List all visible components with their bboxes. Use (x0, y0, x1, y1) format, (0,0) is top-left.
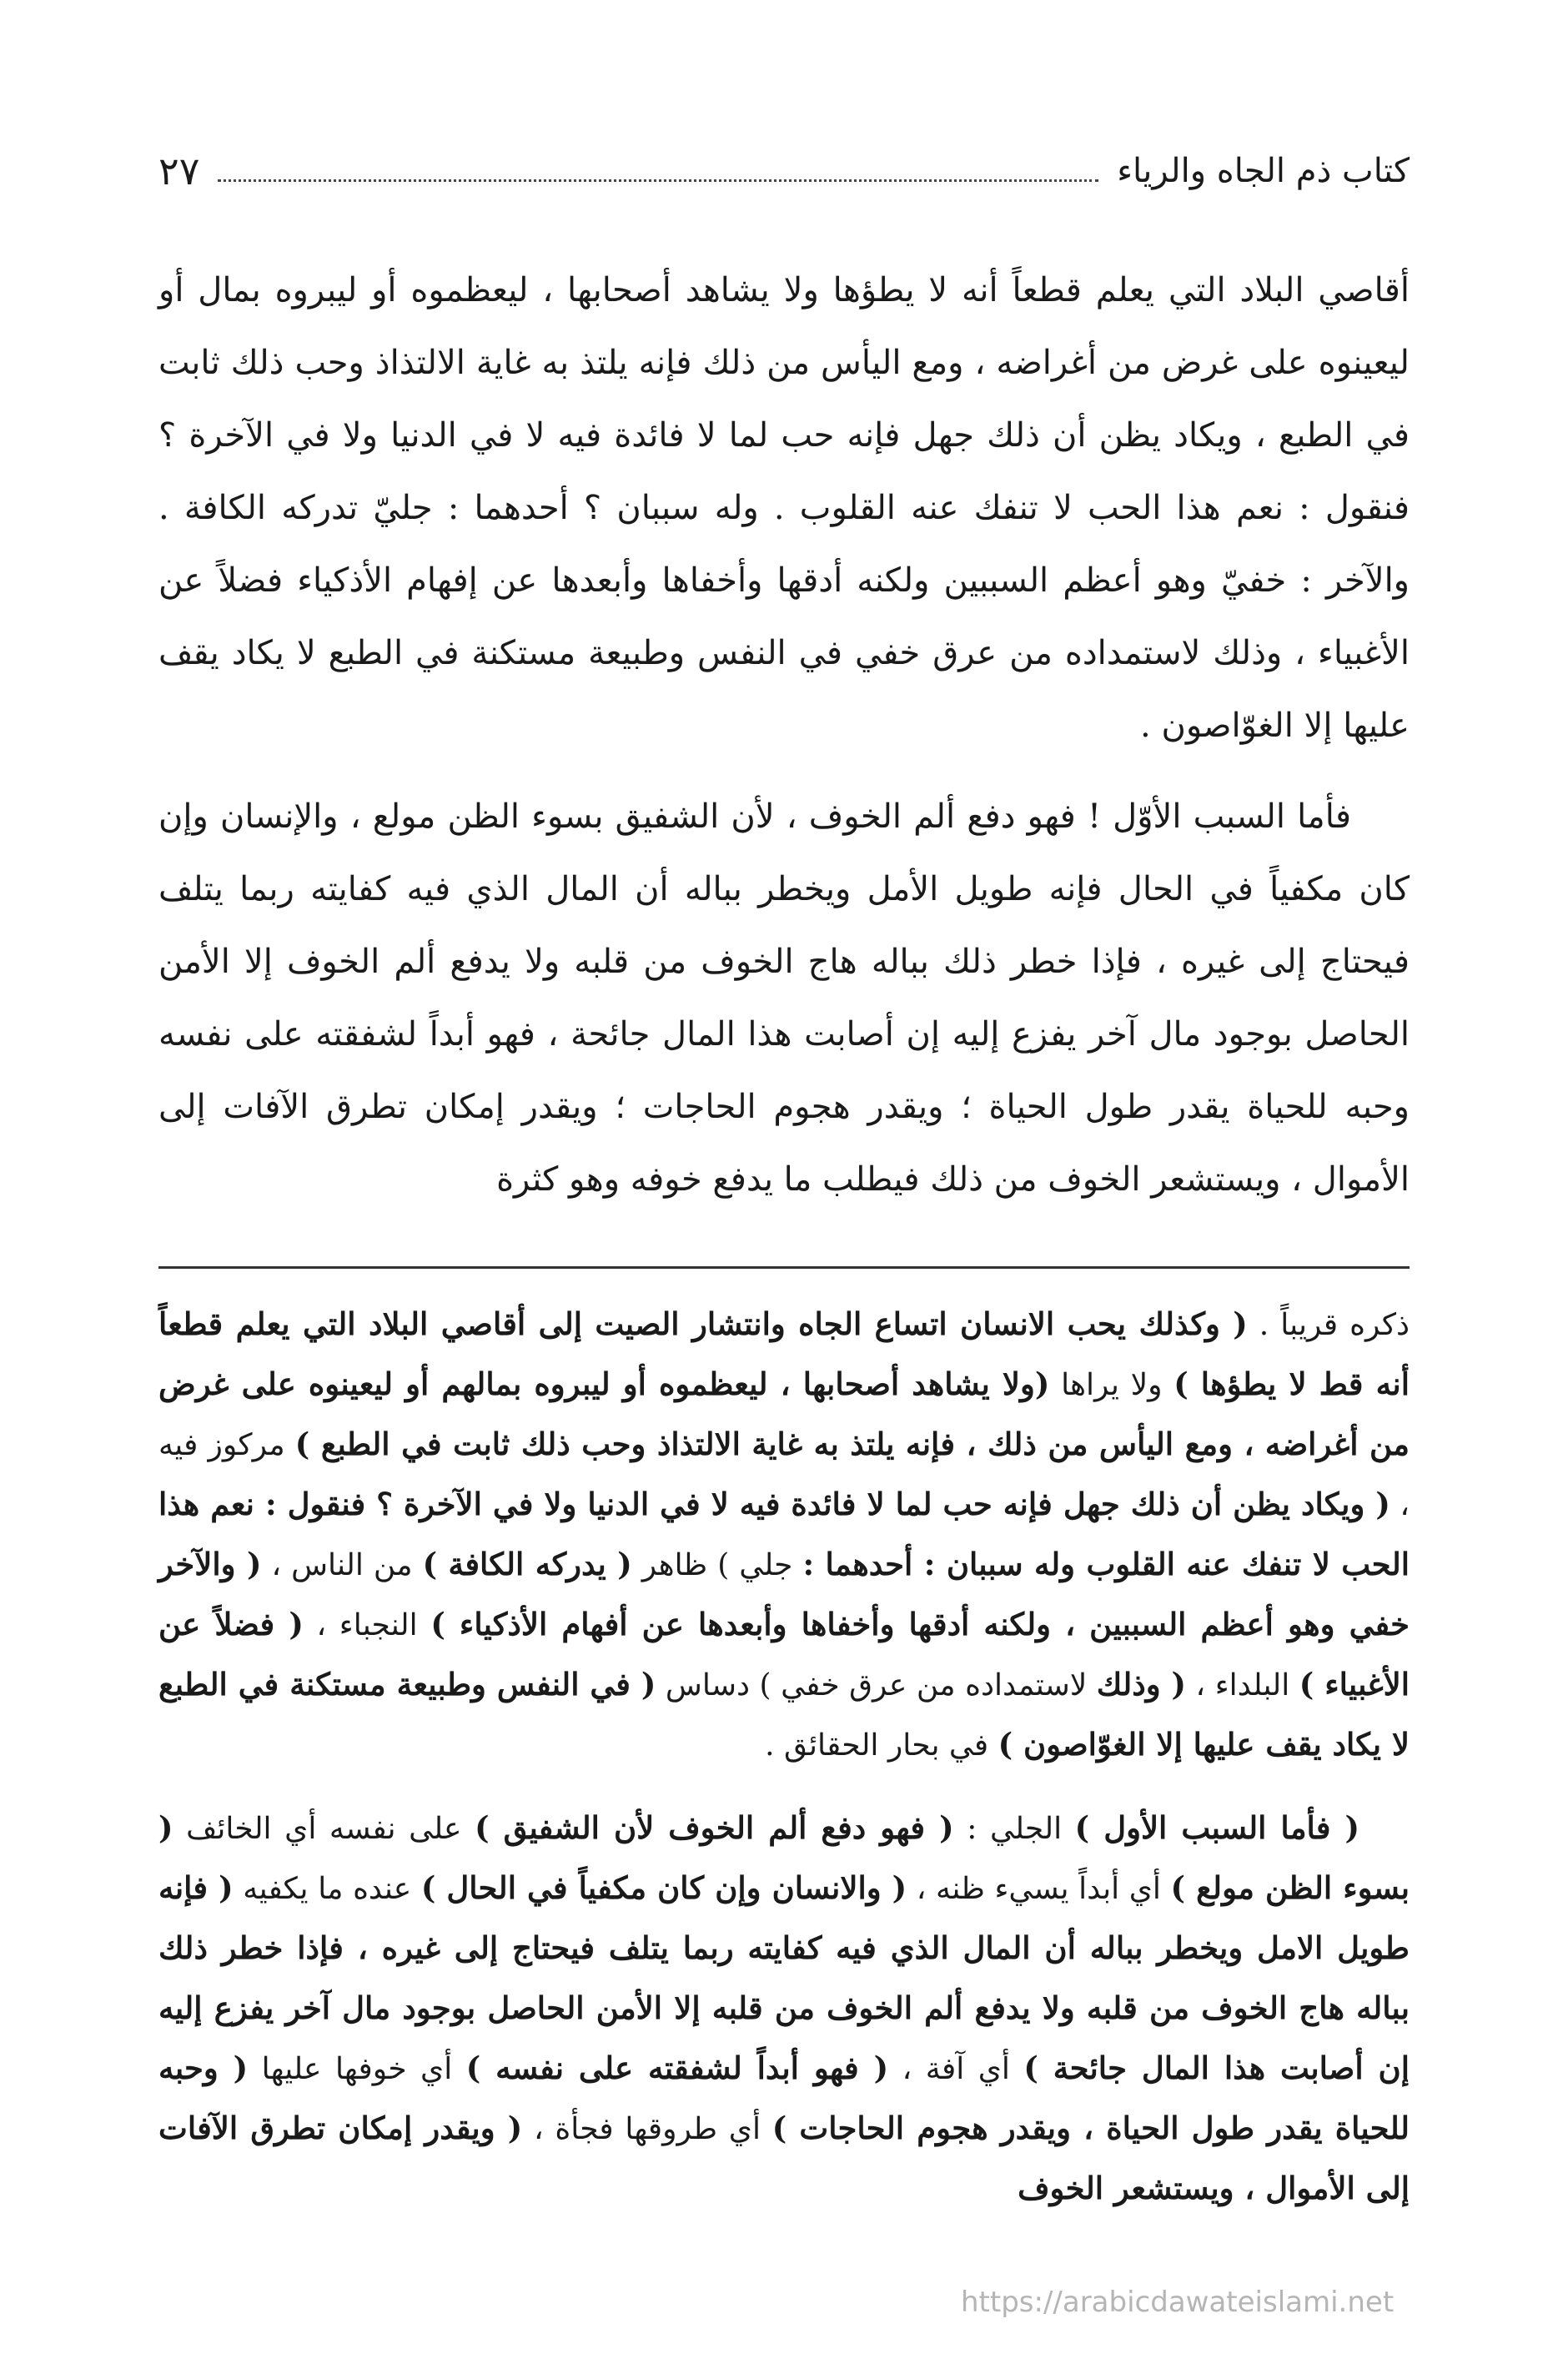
header-dotted-leader (218, 161, 1098, 182)
quoted-text-run: ( والانسان وإن كان مكفياً في الحال ) (420, 1869, 907, 1906)
main-text (158, 254, 1410, 1216)
quoted-text-run: ( فأما السبب الأول ) (1074, 1809, 1360, 1846)
commentary-text-run: أي خوفها عليها (248, 2052, 466, 2086)
quoted-text-run: ( فضلاً عن الأغبياء ) (158, 1606, 1410, 1703)
quoted-text-run: ( ويكاد يظن أن ذلك جهل فإنه حب لما لا فائدة فيه لا في الدنيا ولا في الآخرة ؟ فنقول : نعم هذا الحب لا تنفك عنه القلوب وله سببان : أحدهما : (158, 1486, 1410, 1582)
main-paragraph-1: أقاصي البلاد التي يعلم قطعاً أنه لا يطؤها ولا يشاهد أصحابها ، ليعظموه أو ليبروه بمال أو ليعينوه على غرض من أغراضه ، ومع اليأس من ذلك فإنه يلتذ به غاية الالتذاذ وحب ذلك ثابت في الطبع ، ويكاد يظن أن ذلك جهل فإنه حب لما لا فائدة فيه لا في الدنيا ولا في الآخرة ؟ فنقول : نعم هذا الحب لا تنفك عنه القلوب . وله سببان ؟ أحدهما : جليّ تدركه الكافة . والآخر : خفيّ وهو أعظم السببين ولكنه أدقها وأخفاها وأبعدها عن إفهام الأذكياء فضلاً عن الأغبياء ، وذلك لاستمداده من عرق خفي في النفس وطبيعة مستكنة في الطبع لا يكاد يقف عليها إلا الغوّاصون . (158, 271, 1410, 745)
quoted-text-run: (ولا يشاهد أصحابها ، ليعظموه أو ليبروه بمالهم أو ليعينوه على غرض من أغراضه ، ومع اليأس من ذلك ، فإنه يلتذ به غاية الالتذاذ وحب ذلك ثابت في الطبع ) (158, 1366, 1410, 1462)
commentary-paragraph-2 (158, 1798, 1410, 2219)
quoted-text-run: ( والآخر خفي وهو أعظم السببين ، ولكنه أدقها وأخفاها وأبعدها عن أفهام الأذكياء ) (158, 1546, 1410, 1642)
quoted-text-run: ( وذلك (1096, 1666, 1187, 1703)
quoted-text-run: ( فإنه طويل الامل ويخطر بباله أن المال الذي فيه كفايته ربما يتلف فيحتاج إلى غيره ، فإذا خطر ذلك بباله هاج الخوف من قلبه ولا يدفع ألم الخوف من قلبه إلا الأمن الحاصل بوجود مال آخر يفزع إليه إن أصابت هذا المال جائحة ) (158, 1869, 1410, 2086)
commentary-text-run: لاستمداده من عرق خفي ) دساس (656, 1668, 1097, 1703)
quoted-text-run: ( فهو أبداً لشفقته على نفسه ) (465, 2050, 889, 2086)
commentary-paragraph-1 (158, 1295, 1410, 1775)
quoted-text-run: ( ويقدر إمكان تطرق الآفات إلى الأموال ، ويستشعر الخوف (158, 2110, 1410, 2206)
running-title: كتاب ذم الجاه والرياء (1117, 152, 1410, 190)
main-paragraph-2: فأما السبب الأوّل ! فهو دفع ألم الخوف ، لأن الشفيق بسوء الظن مولع ، والإنسان وإن كان مكفياً في الحال فإنه طويل الأمل ويخطر بباله أن المال الذي فيه كفايته ربما يتلف فيحتاج إلى غيره ، فإذا خطر ذلك بباله هاج الخوف من قلبه ولا يدفع ألم الخوف إلا الأمن الحاصل بوجود مال آخر يفزع إليه إن أصابت هذا المال جائحة ، فهو أبداً لشفقته على نفسه وحبه للحياة يقدر طول الحياة ؛ ويقدر هجوم الحاجات ؛ ويقدر إمكان تطرق الآفات إلى الأموال ، ويستشعر الخوف من ذلك فيطلب ما يدفع خوفه وهو كثرة (158, 797, 1410, 1199)
page-header (158, 146, 1410, 196)
commentary-text-run: أي آفة ، (888, 2052, 1024, 2086)
quoted-text-run: ( يدركه الكافة ) (422, 1546, 632, 1582)
commentary-text-run: ولا يراها (1049, 1368, 1174, 1402)
commentary-text-run: مركوز فيه ، (158, 1428, 1410, 1522)
commentary-text-run: البلداء ، (1186, 1668, 1299, 1703)
commentary-text-run: عنده ما يكفيه (233, 1872, 421, 1906)
commentary-text-run: أي طروقها فجأة ، (522, 2112, 772, 2146)
commentary-text-run: على نفسه أي الخائف (173, 1812, 475, 1846)
commentary-text-run: الجلي : (953, 1812, 1075, 1846)
page-number: ٢٧ (158, 148, 200, 194)
separator-rule (158, 1266, 1410, 1269)
quoted-text-run: ( وحبه للحياة يقدر طول الحياة ، ويقدر هجوم الحاجات ) (158, 2050, 1410, 2146)
quoted-text-run: ( بسوء الظن مولع ) (158, 1809, 1410, 1906)
commentary-text-run: أي أبداً يسيء ظنه ، (907, 1872, 1171, 1906)
commentary (158, 1295, 1410, 2219)
watermark-url: https://arabicdawateislami.net (961, 2286, 1395, 2319)
quoted-text-run: ( فهو دفع ألم الخوف لأن الشفيق ) (475, 1809, 954, 1846)
quoted-text-run: ( وكذلك يحب الانسان اتساع الجاه وانتشار الصيت إلى أقاصي البلاد التي يعلم قطعاً أنه قط لا يطؤها ) (158, 1305, 1410, 1402)
commentary-text-run: النجباء ، (303, 1608, 431, 1642)
commentary-text-run: في بحار الحقائق . (765, 1728, 998, 1763)
commentary-text-run: ذكره قريباً . (1247, 1308, 1410, 1342)
commentary-text-run: جلي ) ظاهر (631, 1548, 803, 1582)
commentary-text-run: من الناس ، (261, 1548, 423, 1582)
quoted-text-run: ( في النفس وطبيعة مستكنة في الطبع لا يكاد يقف عليها إلا الغوّاصون ) (158, 1666, 1410, 1763)
